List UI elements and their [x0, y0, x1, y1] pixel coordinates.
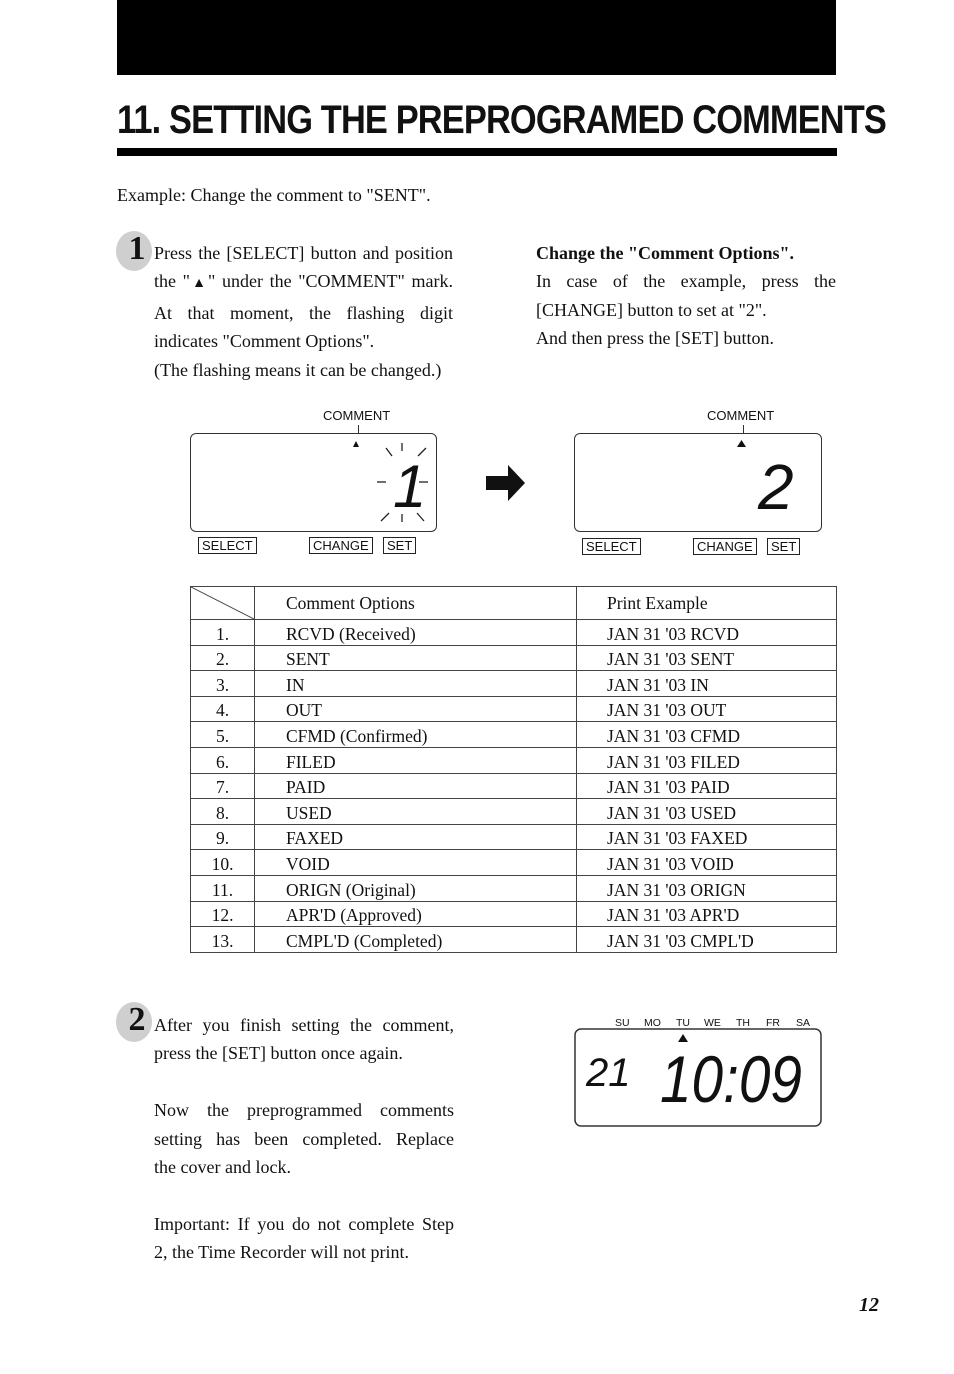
date-digits: 21: [586, 1051, 631, 1095]
option-number: 9.: [191, 824, 255, 850]
table-row: [191, 645, 837, 671]
comment-label: COMMENT: [323, 408, 391, 423]
print-example: JAN 31 '03 PAID: [577, 773, 837, 799]
step-2-line: Now the preprogrammed comments: [154, 1100, 454, 1121]
option-number: 6.: [191, 747, 255, 773]
option-number: 4.: [191, 696, 255, 722]
change-button[interactable]: CHANGE: [309, 537, 373, 554]
option-name: SENT: [255, 645, 577, 671]
step-1-line: Press the [SELECT] button and position: [154, 243, 453, 263]
print-example: JAN 31 '03 CFMD: [577, 722, 837, 748]
option-number: 10.: [191, 850, 255, 876]
step-1-right-text: [536, 239, 836, 353]
diagonal-header-cell: [191, 587, 255, 620]
option-name: CFMD (Confirmed): [255, 722, 577, 748]
step-1-right-line: [CHANGE] button to set at "2".: [536, 299, 767, 320]
option-name: RCVD (Received): [255, 620, 577, 646]
table-row: [191, 850, 837, 876]
option-name: OUT: [255, 696, 577, 722]
table-row: [191, 799, 837, 825]
table-row: [191, 722, 837, 748]
triangle-up-icon: [353, 441, 359, 447]
step-2-line: press the [SET] button once again.: [154, 1043, 403, 1064]
step-2-line: setting has been completed. Replace: [154, 1128, 454, 1149]
table-row: [191, 773, 837, 799]
option-number: 2.: [191, 645, 255, 671]
option-number: 11.: [191, 875, 255, 901]
option-name: PAID: [255, 773, 577, 799]
table-row: [191, 747, 837, 773]
comment-digit: 2: [758, 451, 794, 523]
page-number: 12: [859, 1294, 879, 1316]
set-button[interactable]: SET: [767, 538, 800, 555]
day-label: TH: [736, 1017, 750, 1029]
option-name: APR'D (Approved): [255, 901, 577, 927]
set-button[interactable]: SET: [383, 537, 416, 554]
step-2-number: 2: [122, 1000, 152, 1040]
select-button[interactable]: SELECT: [582, 538, 641, 555]
option-number: 5.: [191, 722, 255, 748]
step-2-line: 2, the Time Recorder will not print.: [154, 1242, 409, 1263]
column-header: Comment Options: [255, 587, 577, 620]
step-2-line: Important: If you do not complete Step: [154, 1213, 454, 1234]
table-row: [191, 875, 837, 901]
print-example: JAN 31 '03 USED: [577, 799, 837, 825]
print-example: JAN 31 '03 APR'D: [577, 901, 837, 927]
day-label: WE: [704, 1017, 721, 1029]
print-example: JAN 31 '03 FILED: [577, 747, 837, 773]
option-name: IN: [255, 671, 577, 697]
option-number: 12.: [191, 901, 255, 927]
step-1-text: [154, 239, 453, 384]
table-row: [191, 901, 837, 927]
day-label: MO: [644, 1017, 661, 1029]
example-text: Example: Change the comment to "SENT".: [117, 185, 431, 205]
time-digits: 10:09: [660, 1042, 802, 1116]
print-example: JAN 31 '03 VOID: [577, 850, 837, 876]
page-title: 11. SETTING THE PREPROGRAMED COMMENTS: [117, 98, 887, 142]
comment-label: COMMENT: [707, 408, 775, 423]
weekday-labels: [615, 1017, 810, 1029]
flashing-digit: 1: [393, 453, 427, 520]
header-bar: [117, 0, 836, 75]
step-1-line-with-mark: [154, 267, 453, 298]
print-example: JAN 31 '03 SENT: [577, 645, 837, 671]
table-row: [191, 671, 837, 697]
option-name: CMPL'D (Completed): [255, 927, 577, 953]
option-name: FAXED: [255, 824, 577, 850]
print-example: JAN 31 '03 CMPL'D: [577, 927, 837, 953]
lcd-before-contents: [190, 433, 438, 533]
table-row: [191, 927, 837, 953]
day-label: TU: [676, 1017, 690, 1029]
change-button[interactable]: CHANGE: [693, 538, 757, 555]
option-number: 13.: [191, 927, 255, 953]
column-header: Print Example: [577, 587, 837, 620]
step-2-line: After you finish setting the comment,: [154, 1015, 454, 1035]
step-1-line: At that moment, the flashing digit: [154, 302, 453, 323]
option-number: 1.: [191, 620, 255, 646]
day-label: FR: [766, 1017, 780, 1029]
table-header-row: [191, 587, 837, 620]
print-example: JAN 31 '03 OUT: [577, 696, 837, 722]
select-button[interactable]: SELECT: [198, 537, 257, 554]
step-2-text: [154, 1011, 454, 1267]
step-1-number: 1: [122, 229, 152, 269]
option-number: 3.: [191, 671, 255, 697]
option-name: USED: [255, 799, 577, 825]
day-label: SA: [796, 1017, 811, 1029]
print-example: JAN 31 '03 RCVD: [577, 620, 837, 646]
table-row: [191, 824, 837, 850]
triangle-up-icon: [678, 1034, 688, 1042]
triangle-up-icon: ▲: [189, 276, 209, 292]
triangle-up-icon: [737, 440, 746, 447]
right-arrow-icon: [484, 463, 528, 503]
step-1-right-heading: Change the "Comment Options".: [536, 243, 794, 263]
comment-options-table: [190, 586, 837, 953]
step-1-line: " under the "COMMENT" mark.: [208, 271, 453, 292]
clock-display: [574, 1012, 824, 1130]
print-example: JAN 31 '03 ORIGN: [577, 875, 837, 901]
option-number: 8.: [191, 799, 255, 825]
option-name: FILED: [255, 747, 577, 773]
lcd-after-contents: [574, 433, 822, 533]
step-1-right-line: And then press the [SET] button.: [536, 328, 774, 349]
option-name: ORIGN (Original): [255, 875, 577, 901]
day-label: SU: [615, 1017, 630, 1029]
option-number: 7.: [191, 773, 255, 799]
print-example: JAN 31 '03 IN: [577, 671, 837, 697]
step-1-line: the ": [154, 271, 190, 292]
step-1-line: indicates "Comment Options".: [154, 331, 375, 352]
title-underline: [117, 148, 837, 156]
table-row: [191, 620, 837, 646]
step-2-line: the cover and lock.: [154, 1157, 291, 1178]
print-example: JAN 31 '03 FAXED: [577, 824, 837, 850]
option-name: VOID: [255, 850, 577, 876]
step-1-right-line: In case of the example, press the: [536, 271, 836, 292]
step-1-line: (The flashing means it can be changed.): [154, 359, 442, 380]
table-row: [191, 696, 837, 722]
